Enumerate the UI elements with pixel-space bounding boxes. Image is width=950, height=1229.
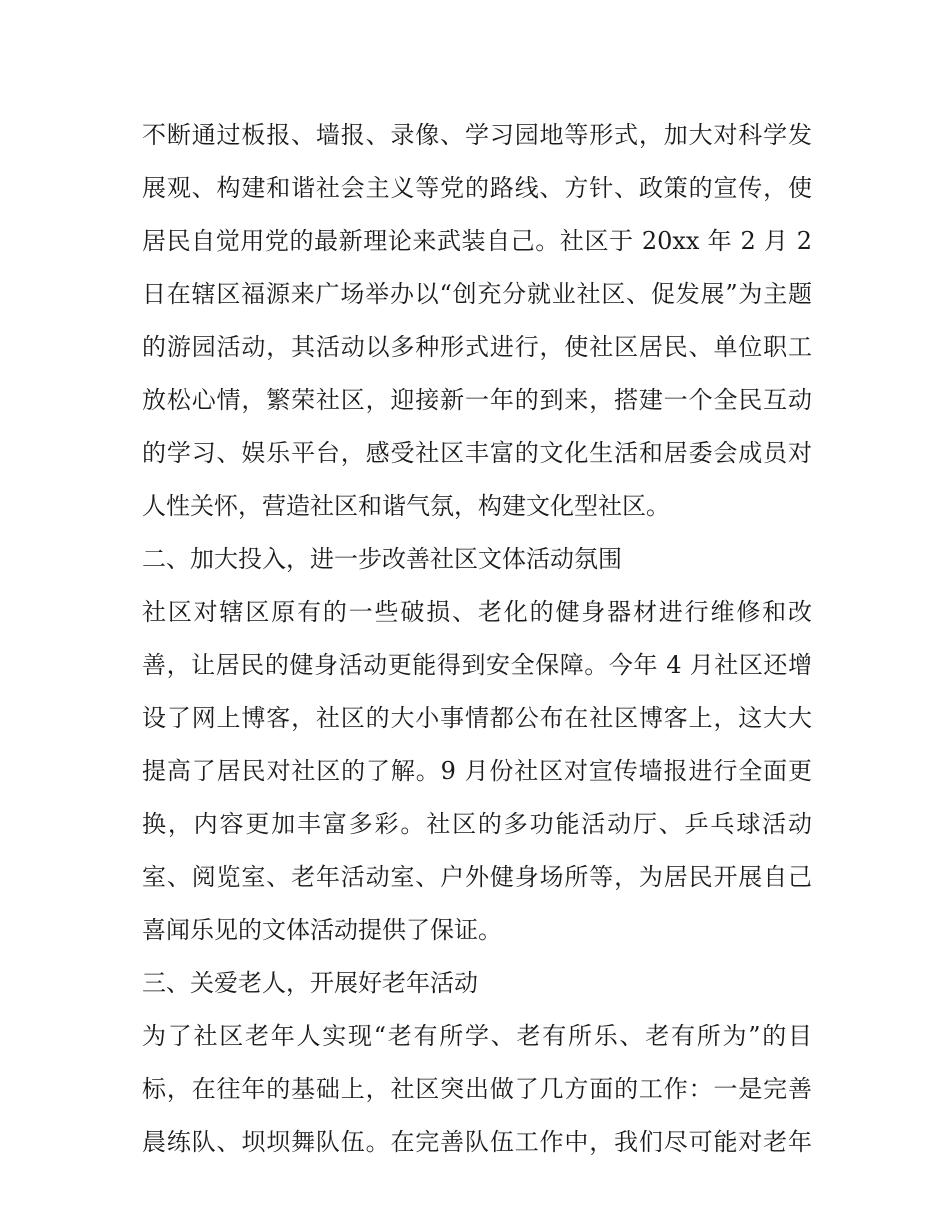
text-line: 设了网上博客，社区的大小事情都公布在社区博客上，这大大 (142, 704, 812, 732)
text-line: 标，在往年的基础上，社区突出做了几方面的工作：一是完善 (142, 1075, 812, 1103)
text-line: 展观、构建和谐社会主义等党的路线、方针、政策的宣传，使 (142, 174, 812, 202)
text-line: 不断通过板报、墙报、录像、学习园地等形式，加大对科学发 (142, 121, 812, 149)
text-line: 换，内容更加丰富多彩。社区的多功能活动厅、乒乓球活动 (142, 810, 812, 838)
document-body (142, 109, 812, 1169)
paragraph-end-line: 人性关怀，营造社区和谐气氛，构建文化型社区。 (142, 492, 670, 520)
section-heading: 三、关爱老人，开展好老年活动 (142, 969, 478, 997)
text-line: 居民自觉用党的最新理论来武装自己。社区于 20xx 年 2 月 2 (142, 227, 812, 255)
text-line: 晨练队、坝坝舞队伍。在完善队伍工作中，我们尽可能对老年 (142, 1128, 812, 1156)
text-line: 放松心情，繁荣社区，迎接新一年的到来，搭建一个全民互动 (142, 386, 812, 414)
text-line: 为了社区老年人实现“老有所学、老有所乐、老有所为”的目 (142, 1022, 812, 1050)
text-line: 的游园活动，其活动以多种形式进行，使社区居民、单位职工 (142, 333, 812, 361)
section-heading: 二、加大投入，进一步改善社区文体活动氛围 (142, 545, 622, 573)
text-line: 日在辖区福源来广场举办以“创充分就业社区、促发展”为主题 (142, 280, 812, 308)
text-line: 社区对辖区原有的一些破损、老化的健身器材进行维修和改 (142, 598, 812, 626)
text-line: 提高了居民对社区的了解。9 月份社区对宣传墙报进行全面更 (142, 757, 812, 785)
paragraph-end-line: 喜闻乐见的文体活动提供了保证。 (142, 916, 502, 944)
text-line: 的学习、娱乐平台，感受社区丰富的文化生活和居委会成员对 (142, 439, 812, 467)
text-line: 善，让居民的健身活动更能得到安全保障。今年 4 月社区还增 (142, 651, 812, 679)
text-line: 室、阅览室、老年活动室、户外健身场所等，为居民开展自己 (142, 863, 812, 891)
